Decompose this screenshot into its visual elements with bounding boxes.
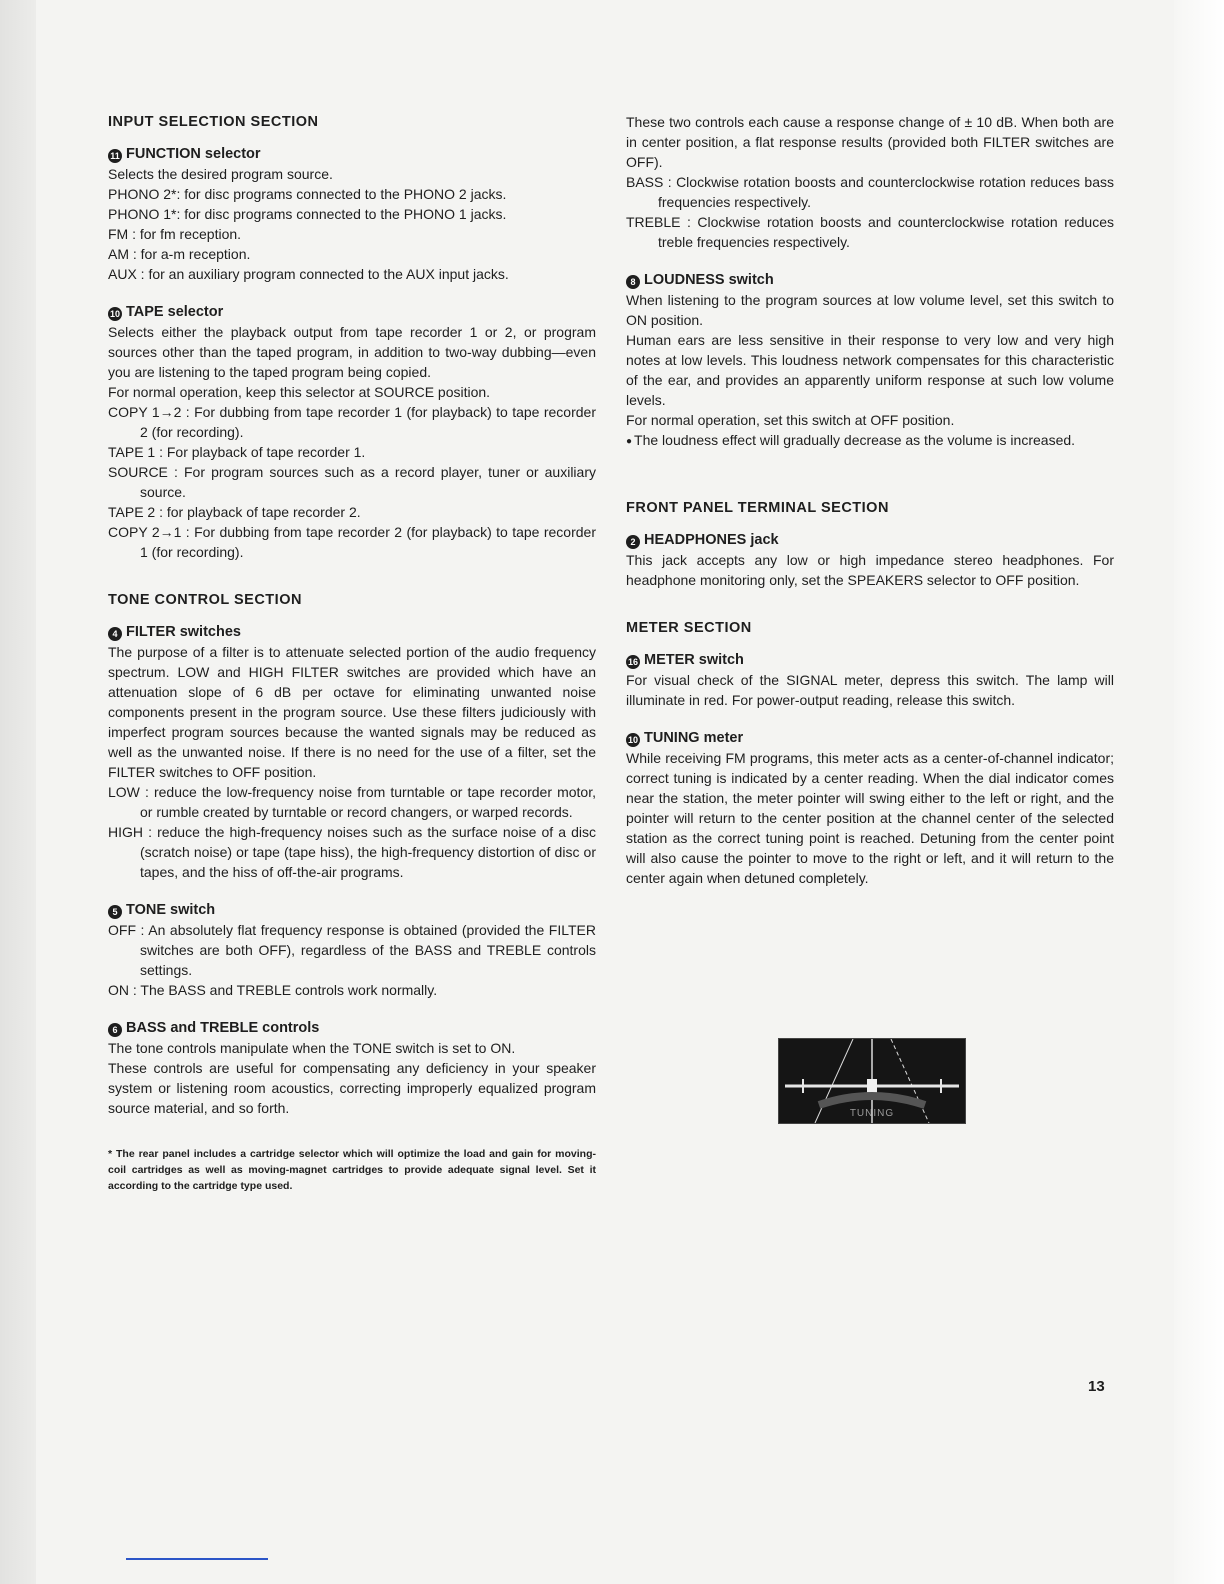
meter-section-heading: METER SECTION xyxy=(626,620,752,636)
tone-continued-def: BASS : Clockwise rotation boosts and counterclockwise rotation reduces bass frequencies respectively. xyxy=(626,174,1114,210)
right-column xyxy=(626,112,1114,888)
tape-text: Selects either the playback output from tape recorder 1 or 2, or program sources other than the taped program, in addition to two-way dubbing—even you are listening to the taped program being copied. xyxy=(108,324,596,380)
tuning-meter-label: TUNING xyxy=(849,1108,895,1119)
tone-switch-heading: 5 TONE switch xyxy=(108,900,596,920)
meter-switch-text: For visual check of the SIGNAL meter, depress this switch. The lamp will illuminate in red. For power-output reading, release this switch. xyxy=(626,672,1114,708)
tape-def: TAPE 2 : for playback of tape recorder 2. xyxy=(108,504,361,520)
tape-def: TAPE 1 : For playback of tape recorder 1. xyxy=(108,444,366,460)
tone-continued-def: TREBLE : Clockwise rotation boosts and counterclockwise rotation reduces treble frequencies respectively. xyxy=(626,214,1114,250)
loudness-text: For normal operation, set this switch at OFF position. xyxy=(626,412,955,428)
tone-continued-text: These two controls each cause a response change of ± 10 dB. When both are in center position, a flat response results (provided both FILTER switches are OFF). xyxy=(626,114,1114,170)
callout-number: 10 xyxy=(109,309,120,319)
filter-heading: 4 FILTER switches xyxy=(108,622,596,642)
page-edge-right xyxy=(1174,0,1224,1584)
callout-number: 2 xyxy=(626,535,640,549)
loudness-note: ● The loudness effect will gradually decrease as the volume is increased. xyxy=(626,430,1114,452)
input-section-heading: INPUT SELECTION SECTION xyxy=(108,114,319,130)
callout-number: 10 xyxy=(627,735,638,745)
loudness-heading: 8 LOUDNESS switch xyxy=(626,270,1114,290)
callout-number: 16 xyxy=(627,657,638,667)
tuning-meter-illustration xyxy=(778,1038,966,1124)
tone-def: ON : The BASS and TREBLE controls work normally. xyxy=(108,982,438,998)
headphones-heading: 2 HEADPHONES jack xyxy=(626,530,1114,550)
tuning-meter-heading: 10 TUNING meter xyxy=(627,730,744,746)
tape-def: COPY 1→2 : For dubbing from tape recorder 1 (for playback) to tape recorder 2 (for recording). xyxy=(108,404,596,440)
callout-number: 4 xyxy=(108,627,122,641)
callout-number: 6 xyxy=(108,1023,122,1037)
tape-text: For normal operation, keep this selector at SOURCE position. xyxy=(108,384,491,400)
function-intro: Selects the desired program source. xyxy=(108,166,333,182)
function-selector-heading: 11 FUNCTION selector xyxy=(108,144,596,164)
tuning-meter-text: While receiving FM programs, this meter acts as a center-of-channel indicator; correct tuning is indicated by a center reading. When the dial indicator comes near the station, the meter pointer will swing either to the left or right, and the pointer will return to the center position at the channel center of the selected station as the correct tuning point is reached. Detuning from the center point will also cause the pointer to move to the right or left, and it will return to the center again when detuned completely. xyxy=(626,750,1114,886)
function-def: AM : for a-m reception. xyxy=(108,246,251,262)
function-def: AUX : for an auxiliary program connected to the AUX input jacks. xyxy=(108,266,509,282)
filter-text: The purpose of a filter is to attenuate selected portion of the audio frequency spectrum. LOW and HIGH FILTER switches are provided which have an attenuation slope of 6 dB per octave for eliminating unwanted noise components present in the program source. Use these filters judiciously with imperfect program sources because the wanted signals may be reduced as well as the unwanted noise. If there is no need for the use of a filter, set the FILTER switches to OFF position. xyxy=(108,644,596,780)
meter-switch-heading: 16 METER switch xyxy=(627,652,744,668)
filter-def: LOW : reduce the low-frequency noise from turntable or tape recorder motor, or rumble created by turntable or record changers, or warped records. xyxy=(108,784,596,820)
bass-treble-text: The tone controls manipulate when the TONE switch is set to ON. xyxy=(108,1040,516,1056)
function-def: FM : for fm reception. xyxy=(108,226,242,242)
tape-selector-heading: 10 TAPE selector xyxy=(109,304,224,320)
headphones-text: This jack accepts any low or high impedance stereo headphones. For headphone monitoring only, set the SPEAKERS selector to OFF position. xyxy=(626,552,1114,588)
loudness-text: When listening to the program sources at low volume level, set this switch to ON position. xyxy=(626,292,1114,328)
left-column xyxy=(108,112,596,1194)
loudness-text: Human ears are less sensitive in their response to very low and very high notes at low levels. This loudness network compensates for this characteristic of the ear, and provides an apparently uniform response at such low volume levels. xyxy=(626,332,1114,408)
tape-def: COPY 2→1 : For dubbing from tape recorder 2 (for playback) to tape recorder 1 (for recording). xyxy=(108,524,596,560)
bass-treble-text: These controls are useful for compensating any deficiency in your speaker system or listening room acoustics, correcting improperly equalized program source material, and so forth. xyxy=(108,1060,596,1116)
callout-number: 11 xyxy=(108,149,122,163)
callout-number: 5 xyxy=(108,905,122,919)
filter-def: HIGH : reduce the high-frequency noises such as the surface noise of a disc (scratch noise) or tape (tape hiss), the high-frequency distortion of disc or tapes, and the hiss of off-the-air programs. xyxy=(108,824,596,880)
tone-def: OFF : An absolutely flat frequency response is obtained (provided the FILTER switches are both OFF), regardless of the BASS and TREBLE controls settings. xyxy=(108,922,596,978)
callout-number: 8 xyxy=(626,275,640,289)
page-number: 13 xyxy=(1088,1378,1105,1395)
footnote: * The rear panel includes a cartridge selector which will optimize the load and gain for moving-coil cartridges as well as moving-magnet cartridges to provide adequate signal level. Set it according to the cartridge type used. xyxy=(108,1148,596,1192)
bass-treble-heading: 6 BASS and TREBLE controls xyxy=(108,1018,596,1038)
blue-underline-mark xyxy=(126,1558,268,1560)
tone-section-heading: TONE CONTROL SECTION xyxy=(108,592,302,608)
function-def: PHONO 1*: for disc programs connected to the PHONO 1 jacks. xyxy=(108,206,507,222)
front-panel-heading: FRONT PANEL TERMINAL SECTION xyxy=(626,500,889,516)
tape-def: SOURCE : For program sources such as a record player, tuner or auxiliary source. xyxy=(108,464,596,500)
page-shadow-left xyxy=(0,0,36,1584)
function-def: PHONO 2*: for disc programs connected to the PHONO 2 jacks. xyxy=(108,186,507,202)
